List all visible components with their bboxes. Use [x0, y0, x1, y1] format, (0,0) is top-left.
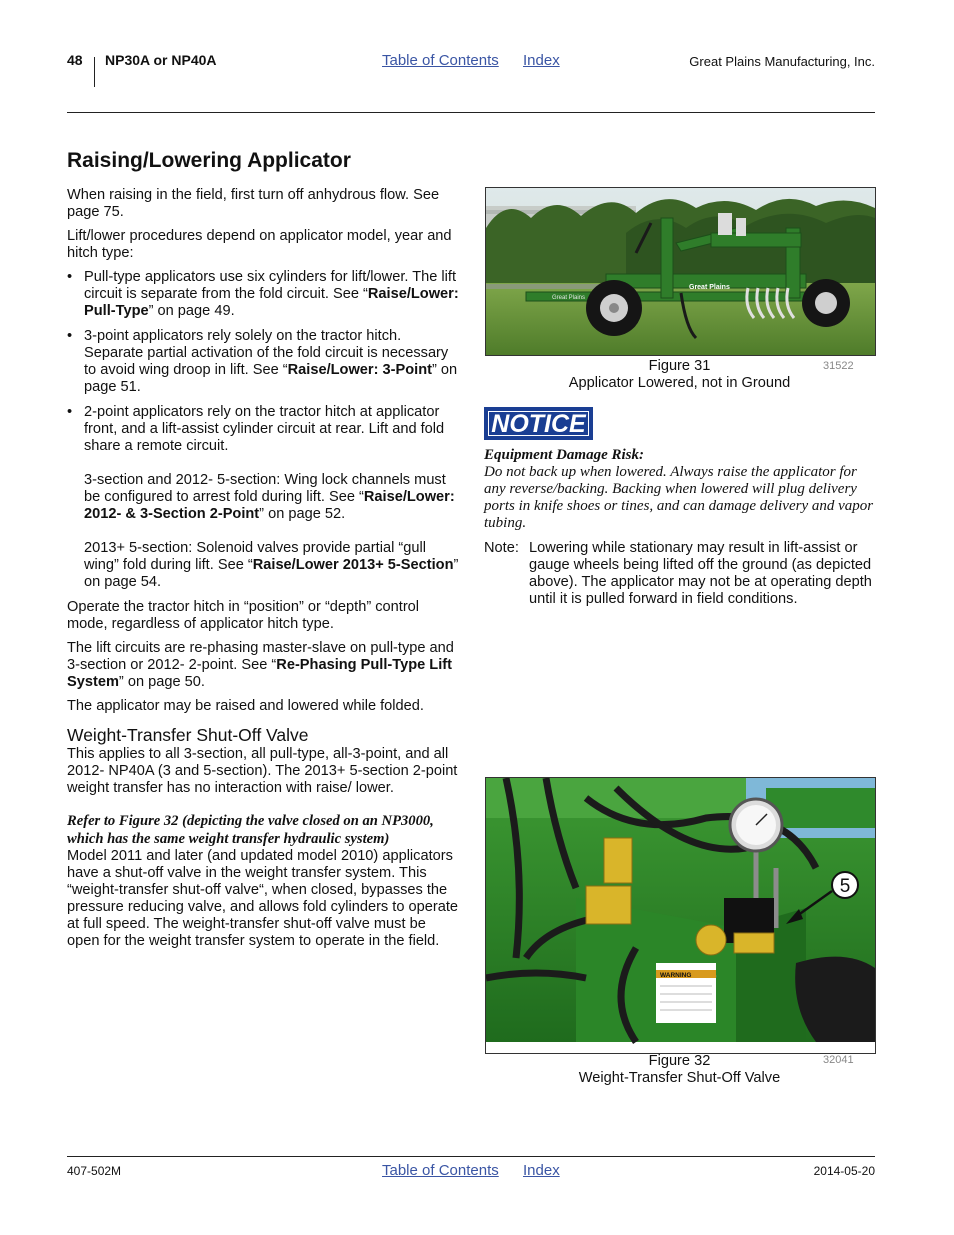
footer-toc-link[interactable]: Table of Contents	[382, 1162, 499, 1179]
paragraph-procedures: Lift/lower procedures depend on applicator model, year and hitch type:	[67, 228, 452, 261]
figure-32-title: Weight-Transfer Shut-Off Valve	[578, 1070, 781, 1086]
warning-decal: WARNING	[660, 972, 692, 979]
company-name: Great Plains Manufacturing, Inc.	[689, 54, 875, 69]
document-number: 407-502M	[67, 1164, 122, 1178]
notice-body	[484, 447, 876, 532]
footer-index-link[interactable]: Index	[523, 1162, 560, 1179]
footer-rule	[67, 1156, 875, 1157]
paragraph-hitch-mode: Operate the tractor hitch in “position” or “depth” control mode, regardless of applicator hitch type.	[67, 599, 420, 632]
ref-3-point: Raise/Lower: 3-Point	[287, 362, 432, 378]
list-item-pull-type: • Pull-type applicators use six cylinders for lift/lower. The lift circuit is separate from the fold circuit. See “Raise/Lower: Pull-Type” on page 49.	[67, 269, 459, 319]
paragraph-rephasing: The lift circuits are re-phasing master-slave on pull-type and 3-section or 2012- 2-point. See “Re-Phasing Pull-Type Lift System” on page 50.	[67, 640, 454, 690]
figure-31-id: 31522	[823, 360, 854, 372]
paragraph-shutoff-valve: Model 2011 and later (and updated model 2010) applicators have a shut-off valve in the weight transfer system. This “weight-transfer shut-off valve“, when closed, bypasses the pressure reducing valve, and allows fold cylinders to operate at full speed. The weight-transfer shut-off valve must be open for the weight transfer system to operate in the field.	[67, 848, 459, 949]
paragraph-folded: The applicator may be raised and lowered while folded.	[67, 698, 424, 714]
ref-pull-type: Raise/Lower: Pull-Type	[84, 286, 459, 319]
decal-text: Great Plains	[689, 284, 730, 291]
note-text: Lowering while stationary may result in lift-assist or gauge wheels being lifted off the ground (as depicted above). The applicator may not be at operating depth until it is pulled forward in field conditions.	[529, 540, 872, 607]
section-title: Raising/Lowering Applicator	[67, 149, 351, 172]
figure-32-id: 32041	[823, 1054, 854, 1066]
note-label: Note:	[484, 540, 519, 556]
ref-rephasing: Re-Phasing Pull-Type Lift System	[67, 657, 452, 690]
pressure-gauge	[730, 799, 782, 851]
two-point-5-section: 2013+ 5-section: Solenoid valves provide partial “gull wing” fold during lift. See “Raise/Lower 2013+ 5-Section” on page 54.	[84, 540, 459, 590]
subsection-title: Weight-Transfer Shut-Off Valve	[67, 725, 309, 745]
document-title: NP30A or NP40A	[105, 52, 217, 68]
hitch-type-list	[67, 269, 460, 591]
two-point-3-section: 3-section and 2012- 5-section: Wing lock channels must be configured to arrest fold during lift. See “Raise/Lower: 2012- & 3-Section 2-Point” on page 52.	[84, 472, 455, 522]
figure-31-photo	[485, 187, 876, 356]
gauge-wheel-right	[802, 279, 850, 327]
bullet: •	[67, 404, 73, 420]
ref-2013-5-section: Raise/Lower 2013+ 5-Section	[252, 557, 454, 573]
bullet: •	[67, 269, 73, 285]
notice-label: NOTICE	[491, 410, 586, 438]
left-column	[67, 148, 460, 957]
paragraph-anhydrous: When raising in the field, first turn off anhydrous flow. See page 75.	[67, 187, 440, 220]
header-rule	[67, 112, 875, 113]
notice-heading: Equipment Damage Risk:	[484, 447, 645, 463]
figure-32-caption	[485, 1053, 874, 1087]
two-point-intro: 2-point applicators rely on the tractor hitch at applicator front, and a lift-assist cylinder circuit at rear. Lift and fold share a remote circuit.	[84, 404, 445, 454]
applicator-lowered-image	[486, 188, 875, 355]
svg-text:5: 5	[839, 876, 851, 897]
paragraph-applies: This applies to all 3-section, all pull-type, all-3-point, and all 2012- NP40A (3 and 5-section). The 2013+ 5-section 2-point weight transfer has no interaction with raise/ lower.	[67, 746, 458, 796]
header-index-link[interactable]: Index	[523, 52, 560, 69]
bullet: •	[67, 328, 73, 344]
figure-31-title: Applicator Lowered, not in Ground	[568, 375, 791, 391]
header-toc-link[interactable]: Table of Contents	[382, 52, 499, 69]
document-date: 2014-05-20	[813, 1164, 875, 1178]
figure-32-photo	[485, 777, 876, 1054]
ref-2012-3-section: Raise/Lower: 2012- & 3-Section 2-Point	[84, 489, 455, 522]
shutoff-valve-image	[486, 778, 875, 1053]
figure-31-caption	[485, 358, 874, 392]
note-block	[484, 540, 876, 608]
list-item-2-point	[67, 404, 460, 591]
list-item-3-point: • 3-point applicators rely solely on the tractor hitch. Separate partial activation of the fold circuit is necessary to avoid wing droop in lift. See “Raise/Lower: 3-Point” on page 51.	[67, 328, 458, 395]
header-divider	[94, 57, 95, 87]
page-number: 48	[67, 52, 83, 68]
svg-text:Great Plains: Great Plains	[552, 295, 586, 301]
figure-31-label: Figure 31	[648, 358, 711, 374]
notice-text: Do not back up when lowered. Always raise the applicator for any reverse/backing. Backing when lowered will plug delivery ports in knife shoes or tines, and can damage delivery and vapor tubing.	[484, 464, 874, 531]
gauge-wheel-left	[586, 280, 642, 336]
figure-32-label: Figure 32	[648, 1053, 711, 1069]
notice-badge	[484, 407, 593, 440]
figure-reference-note: Refer to Figure 32 (depicting the valve closed on an NP3000, which has the same weight transfer hydraulic system)	[67, 813, 434, 847]
